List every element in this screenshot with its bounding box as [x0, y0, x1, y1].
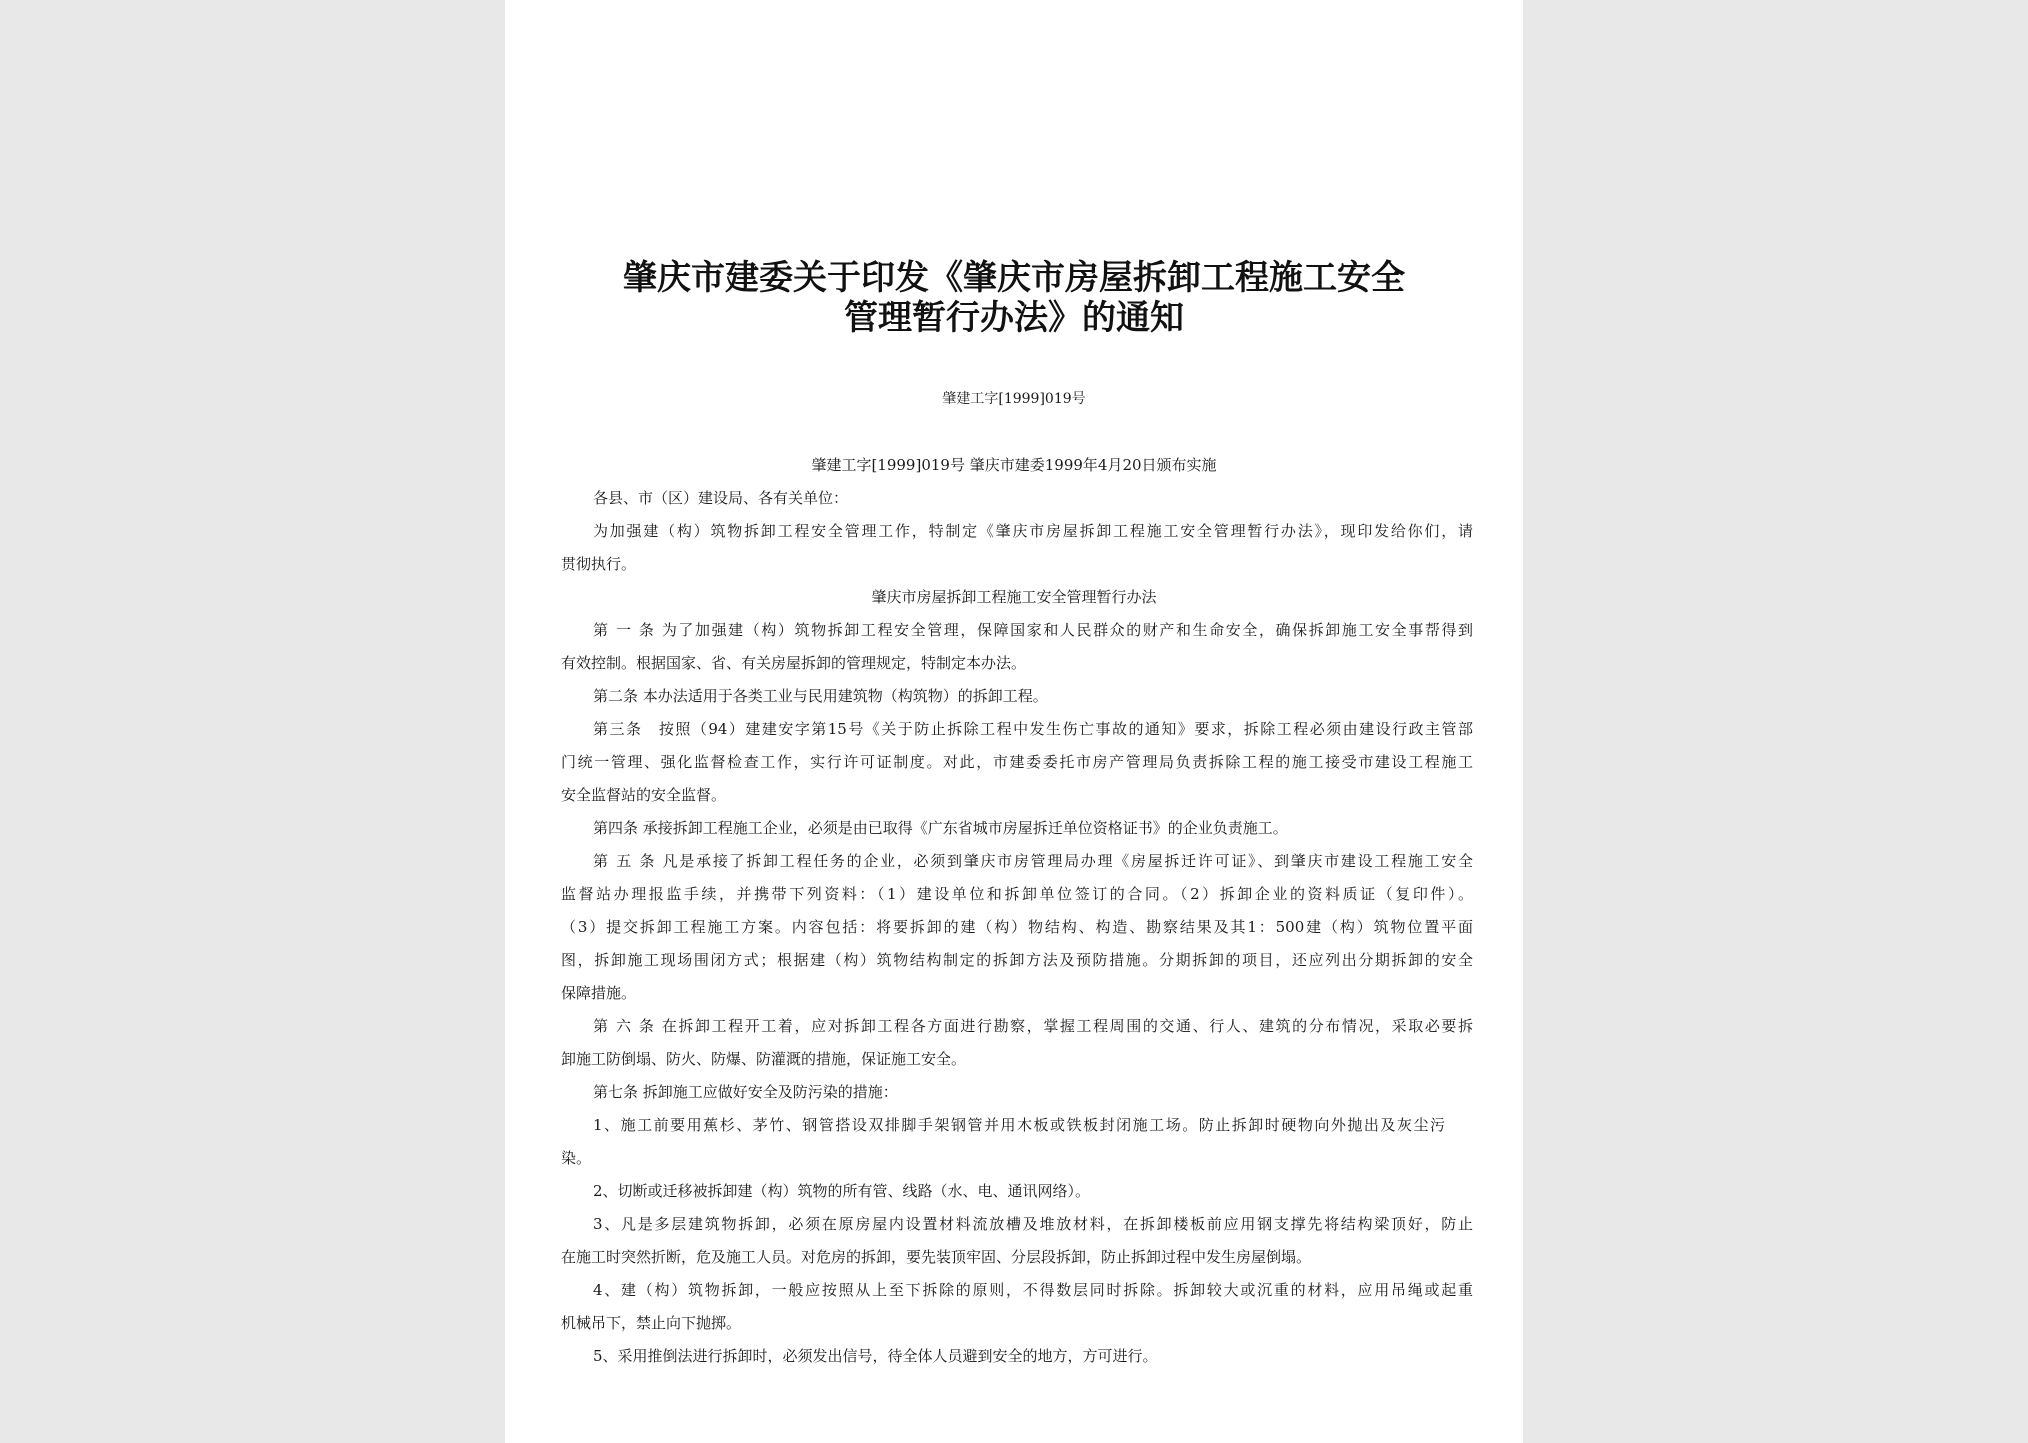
article-5-line-4: 图，拆卸施工现场围闭方式；根据建（构）筑物结构制定的拆卸方法及预防措施。分期拆卸的项目，还应列出分期拆卸的安全	[561, 951, 1473, 969]
article-1-line-2: 有效控制。根据国家、省、有关房屋拆卸的管理规定，特制定本办法。	[561, 654, 1027, 672]
document-number: 肇建工字[1999]019号	[942, 391, 1086, 407]
intro-line-2: 贯彻执行。	[561, 555, 637, 573]
item-1-line-2: 染。	[561, 1149, 592, 1167]
item-1-line-1: 1、施工前要用蕉杉、茅竹、钢管搭设双排脚手架钢管并用木板或铁板封闭施工场。防止拆卸时硬物向外抛出及灰尘污	[593, 1116, 1445, 1134]
item-4-line-2: 机械吊下，禁止向下抛掷。	[561, 1314, 742, 1332]
item-3-line-1: 3、凡是多层建筑物拆卸，必须在原房屋内设置材料流放槽及堆放材料，在拆卸楼板前应用钢支撑先将结构梁顶好，防止	[593, 1215, 1473, 1233]
article-5-line-3: （3）提交拆卸工程施工方案。内容包括：将要拆卸的建（构）物结构、构造、勘察结果及其1：500建（构）筑物位置平面	[561, 918, 1473, 936]
article-3-line-3: 安全监督站的安全监督。	[561, 786, 727, 804]
article-5-line-2: 监督站办理报监手续，并携带下列资料：（1）建设单位和拆卸单位签订的合同。（2）拆卸企业的资料质证（复印件）。	[561, 885, 1473, 903]
article-1-line-1: 第 一 条 为了加强建（构）筑物拆卸工程安全管理，保障国家和人民群众的财产和生命安全，确保拆卸施工安全事帮得到	[593, 621, 1473, 639]
issue-line: 肇建工字[1999]019号 肇庆市建委1999年4月20日颁布实施	[811, 456, 1217, 474]
article-6-line-2: 卸施工防倒塌、防火、防爆、防灌溉的措施，保证施工安全。	[561, 1050, 967, 1068]
article-2: 第二条 本办法适用于各类工业与民用建筑物（构筑物）的拆卸工程。	[593, 687, 1048, 705]
item-3-line-2: 在施工时突然折断，危及施工人员。对危房的拆卸，要先装顶牢固、分层段拆卸，防止拆卸过程中发生房屋倒塌。	[561, 1248, 1312, 1266]
title-line-1: 肇庆市建委关于印发《肇庆市房屋拆卸工程施工安全	[623, 258, 1405, 298]
article-3-line-2: 门统一管理、强化监督检查工作，实行许可证制度。对此，市建委委托市房产管理局负责拆除工程的施工接受市建设工程施工	[561, 753, 1473, 771]
item-4-line-1: 4、建（构）筑物拆卸，一般应按照从上至下拆除的原则，不得数层同时拆除。拆卸较大或沉重的材料，应用吊绳或起重	[593, 1281, 1473, 1299]
article-3-line-1: 第三条 按照（94）建建安字第15号《关于防止拆除工程中发生伤亡事故的通知》要求，拆除工程必须由建设行政主管部	[593, 720, 1473, 738]
article-5-line-5: 保障措施。	[561, 984, 637, 1002]
article-4: 第四条 承接拆卸工程施工企业，必须是由已取得《广东省城市房屋拆迁单位资格证书》的企业负责施工。	[593, 819, 1288, 837]
item-2: 2、切断或迁移被拆卸建（构）筑物的所有管、线路（水、电、通讯网络）。	[593, 1182, 1091, 1200]
item-5: 5、采用推倒法进行拆卸时，必须发出信号，待全体人员避到安全的地方，方可进行。	[593, 1347, 1158, 1365]
salutation: 各县、市（区）建设局、各有关单位：	[593, 489, 849, 507]
document-title	[505, 258, 1523, 338]
article-7: 第七条 拆卸施工应做好安全及防污染的措施：	[593, 1083, 898, 1101]
article-6-line-1: 第 六 条 在拆卸工程开工着，应对拆卸工程各方面进行勘察，掌握工程周围的交通、行人、建筑的分布情况，采取必要拆	[593, 1017, 1473, 1035]
measures-title: 肇庆市房屋拆卸工程施工安全管理暂行办法	[871, 588, 1157, 606]
article-5-line-1: 第 五 条 凡是承接了拆卸工程任务的企业，必须到肇庆市房管理局办理《房屋拆迁许可证》、到肇庆市建设工程施工安全	[593, 852, 1473, 870]
title-line-2: 管理暂行办法》的通知	[844, 298, 1184, 338]
intro-line-1: 为加强建（构）筑物拆卸工程安全管理工作，特制定《肇庆市房屋拆卸工程施工安全管理暂行办法》，现印发给你们，请	[593, 522, 1473, 540]
document-page	[505, 0, 1523, 1443]
